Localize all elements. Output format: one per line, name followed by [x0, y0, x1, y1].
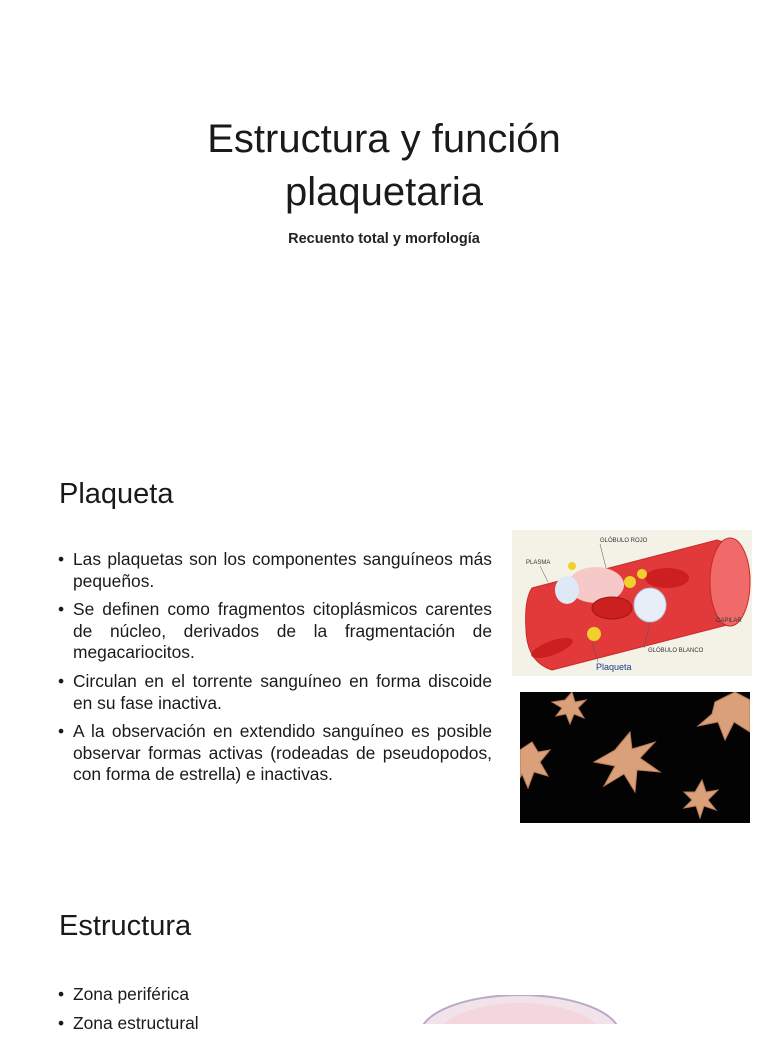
bullet-item: • Circulan en el torrente sanguíneo en forma discoide en su fase inactiva.: [58, 671, 492, 714]
label-plaqueta: Plaqueta: [596, 662, 632, 672]
slide-title-line-2: plaquetaria: [285, 170, 483, 214]
activated-platelets-image: [520, 692, 750, 823]
section-heading-estructura: Estructura: [59, 910, 192, 942]
platelets-illustration: [520, 692, 750, 823]
slide-title: [0, 113, 768, 219]
bullet-item: • Zona periférica: [58, 984, 492, 1006]
bullet-item: • Se definen como fragmentos citoplásmicos carentes de núcleo, derivados de la fragmentación de megacariocitos.: [58, 599, 492, 664]
slide-subtitle: Recuento total y morfología: [288, 231, 480, 247]
bullet-item: • A la observación en extendido sanguíneo es posible observar formas activas (rodeadas de pseudopodos, con forma de estrella) e inactivas.: [58, 721, 492, 786]
label-globulo-blanco: GLÓBULO BLANCO: [648, 648, 704, 654]
label-globulo-rojo: GLÓBULO ROJO: [600, 538, 648, 544]
blood-vessel-diagram: [512, 530, 752, 676]
estructura-diagram-partial: [320, 995, 740, 1024]
platelet-structure-illustration: [320, 995, 740, 1024]
bullet-item: • Zona estructural: [58, 1013, 492, 1035]
label-capilar: CAPILAR: [716, 618, 742, 624]
plaqueta-bullet-list: [58, 549, 492, 793]
slide-title-line-1: Estructura y función: [207, 117, 561, 161]
bullet-item: • Las plaquetas son los componentes sanguíneos más pequeños.: [58, 549, 492, 592]
label-plasma: PLASMA: [526, 560, 551, 566]
section-heading-plaqueta: Plaqueta: [59, 478, 174, 510]
blood-vessel-illustration: [512, 530, 752, 676]
